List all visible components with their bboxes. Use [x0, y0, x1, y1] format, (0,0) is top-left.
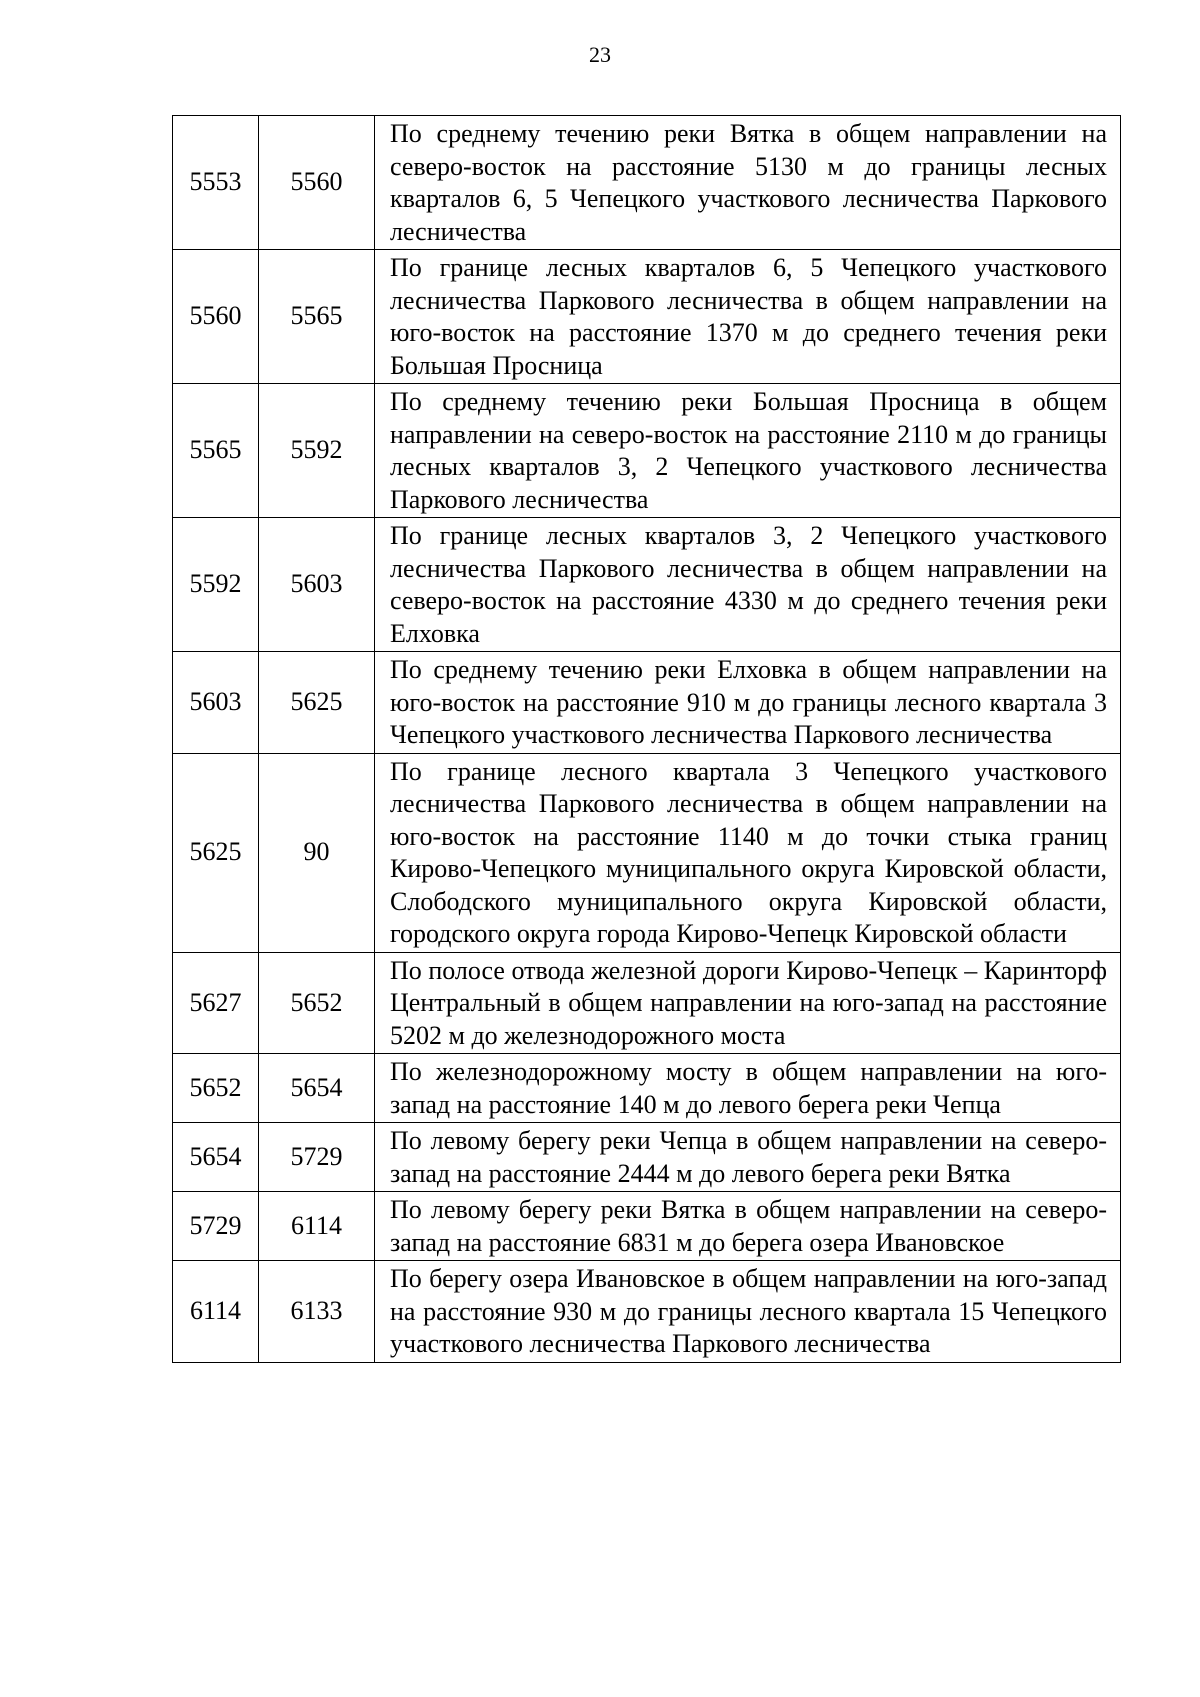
end-point-cell: 5603 — [259, 518, 375, 652]
table-body — [173, 116, 1121, 1363]
start-point-cell: 6114 — [173, 1261, 259, 1363]
page-number: 23 — [589, 42, 611, 67]
start-point-cell: 5603 — [173, 652, 259, 754]
description-cell: По среднему течению реки Елховка в общем направлении на юго-восток на расстояние 910 м до границы лесного квартала 3 Чепецкого участкового лесничества Паркового лесничества — [375, 652, 1121, 754]
table-row — [173, 116, 1121, 250]
start-point-cell: 5652 — [173, 1054, 259, 1123]
end-point-cell: 6133 — [259, 1261, 375, 1363]
end-point-cell: 5560 — [259, 116, 375, 250]
table-row — [173, 250, 1121, 384]
description-cell: По границе лесного квартала 3 Чепецкого участкового лесничества Паркового лесничества в общем направлении на юго-восток на расстояние 1140 м до точки стыка границ Кирово-Чепецкого муниципального округа Кировской области, Слободского муниципального округа Кировской области, городского округа города Кирово-Чепецк Кировской области — [375, 753, 1121, 952]
description-cell: По левому берегу реки Чепца в общем направлении на северо-запад на расстояние 2444 м до левого берега реки Вятка — [375, 1123, 1121, 1192]
table-row — [173, 753, 1121, 952]
table-row — [173, 1054, 1121, 1123]
description-cell: По границе лесных кварталов 3, 2 Чепецкого участкового лесничества Паркового лесничества в общем направлении на северо-восток на расстояние 4330 м до среднего течения реки Елховка — [375, 518, 1121, 652]
start-point-cell: 5627 — [173, 952, 259, 1054]
end-point-cell: 5654 — [259, 1054, 375, 1123]
start-point-cell: 5565 — [173, 384, 259, 518]
end-point-cell: 6114 — [259, 1192, 375, 1261]
table-row — [173, 1192, 1121, 1261]
description-cell: По берегу озера Ивановское в общем направлении на юго-запад на расстояние 930 м до границы лесного квартала 15 Чепецкого участкового лесничества Паркового лесничества — [375, 1261, 1121, 1363]
start-point-cell: 5729 — [173, 1192, 259, 1261]
end-point-cell: 90 — [259, 753, 375, 952]
start-point-cell: 5560 — [173, 250, 259, 384]
table-row — [173, 1261, 1121, 1363]
description-cell: По среднему течению реки Большая Просница в общем направлении на северо-восток на расстояние 2110 м до границы лесных кварталов 3, 2 Чепецкого участкового лесничества Паркового лесничества — [375, 384, 1121, 518]
description-cell: По среднему течению реки Вятка в общем направлении на северо-восток на расстояние 5130 м до границы лесных кварталов 6, 5 Чепецкого участкового лесничества Паркового лесничества — [375, 116, 1121, 250]
end-point-cell: 5729 — [259, 1123, 375, 1192]
description-cell: По полосе отвода железной дороги Кирово-Чепецк – Каринторф Центральный в общем направлении на юго-запад на расстояние 5202 м до железнодорожного моста — [375, 952, 1121, 1054]
boundary-description-table — [172, 115, 1121, 1363]
table-row — [173, 952, 1121, 1054]
end-point-cell: 5652 — [259, 952, 375, 1054]
table-row — [173, 518, 1121, 652]
start-point-cell: 5625 — [173, 753, 259, 952]
start-point-cell: 5592 — [173, 518, 259, 652]
start-point-cell: 5654 — [173, 1123, 259, 1192]
table-row — [173, 1123, 1121, 1192]
end-point-cell: 5565 — [259, 250, 375, 384]
start-point-cell: 5553 — [173, 116, 259, 250]
description-cell: По железнодорожному мосту в общем направлении на юго-запад на расстояние 140 м до левого берега реки Чепца — [375, 1054, 1121, 1123]
table-row — [173, 652, 1121, 754]
table-row — [173, 384, 1121, 518]
description-cell: По границе лесных кварталов 6, 5 Чепецкого участкового лесничества Паркового лесничества в общем направлении на юго-восток на расстояние 1370 м до среднего течения реки Большая Просница — [375, 250, 1121, 384]
description-cell: По левому берегу реки Вятка в общем направлении на северо-запад на расстояние 6831 м до берега озера Ивановское — [375, 1192, 1121, 1261]
end-point-cell: 5592 — [259, 384, 375, 518]
end-point-cell: 5625 — [259, 652, 375, 754]
